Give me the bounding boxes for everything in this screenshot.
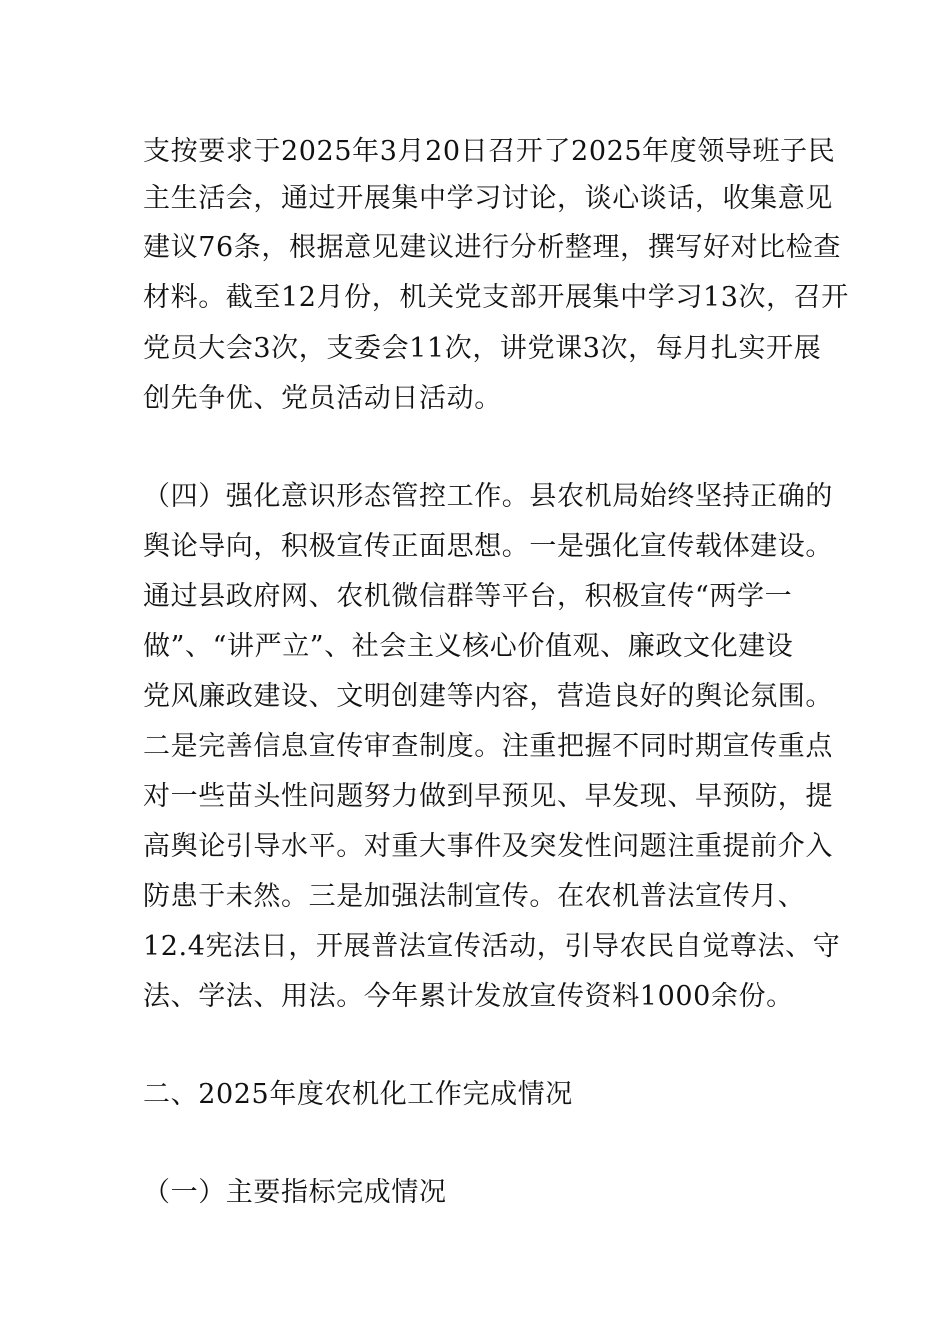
paragraph-2-line-2: 舆论导向，积极宣传正面思想。一是强化宣传载体建设。 [143,531,833,562]
paragraph-2-line-11: 法、学法、用法。今年累计发放宣传资料1000余份。 [143,981,794,1012]
paragraph-2-line-5: 党风廉政建设、文明创建等内容，营造良好的舆论氛围。 [143,681,833,712]
section-heading: 二、2025年度农机化工作完成情况 [143,1079,573,1110]
paragraph-1-line-5: 党员大会3次，支委会11次，讲党课3次，每月扎实开展 [143,333,822,364]
paragraph-1-line-1: 支按要求于2025年3月20日召开了2025年度领导班子民 [143,136,836,167]
paragraph-2-line-7: 对一些苗头性问题努力做到早预见、早发现、早预防，提 [143,781,833,812]
subsection-heading: （一）主要指标完成情况 [143,1177,447,1208]
paragraph-2-line-6: 二是完善信息宣传审查制度。注重把握不同时期宣传重点 [143,731,833,762]
paragraph-1-line-3: 建议76条，根据意见建议进行分析整理，撰写好对比检查 [143,232,841,263]
paragraph-1-line-2: 主生活会，通过开展集中学习讨论，谈心谈话，收集意见 [143,183,833,214]
paragraph-1-line-4: 材料。截至12月份，机关党支部开展集中学习13次，召开 [143,282,849,313]
paragraph-2-line-10: 12.4宪法日，开展普法宣传活动，引导农民自觉尊法、守 [143,931,841,962]
paragraph-2-line-1: （四）强化意识形态管控工作。县农机局始终坚持正确的 [143,481,833,512]
paragraph-2-line-9: 防患于未然。三是加强法制宣传。在农机普法宣传月、 [143,881,806,912]
paragraph-2-line-3: 通过县政府网、农机微信群等平台，积极宣传“两学一 [143,581,793,612]
paragraph-1-line-6: 创先争优、党员活动日活动。 [143,383,502,414]
paragraph-2-line-4: 做”、“讲严立”、社会主义核心价值观、廉政文化建设 [143,631,794,662]
paragraph-2-line-8: 高舆论引导水平。对重大事件及突发性问题注重提前介入 [143,831,833,862]
